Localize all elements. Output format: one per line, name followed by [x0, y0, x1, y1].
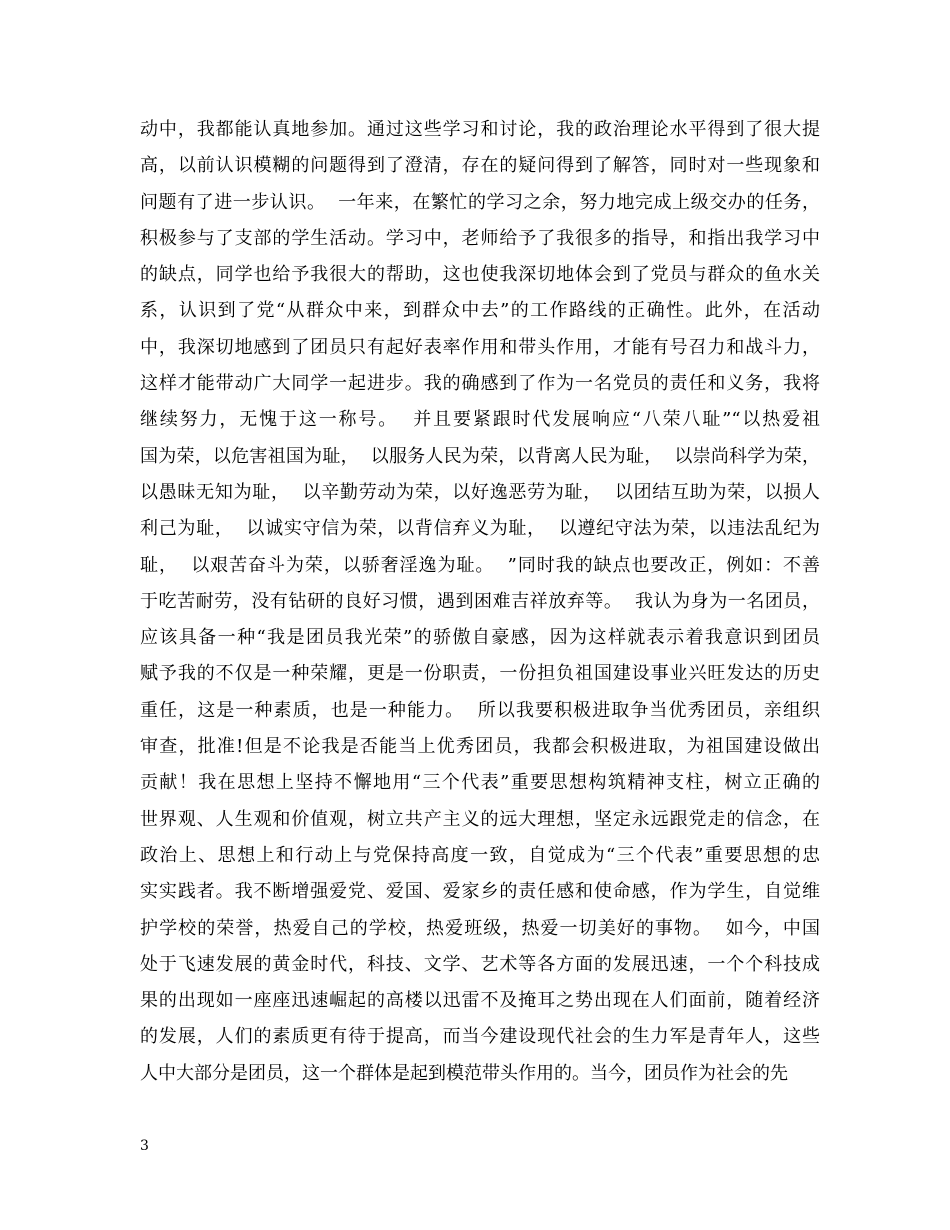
text-line: 贡献！我在思想上坚持不懈地用“三个代表”重要思想构筑精神支柱，树立正确的: [140, 772, 820, 794]
text-line: 果的出现如一座座迅速崛起的高楼以迅雷不及掩耳之势出现在人们面前，随着经济: [140, 990, 820, 1012]
text-line: 重任，这是一种素质，也是一种能力。 所以我要积极进取争当优秀团员，亲组织: [140, 699, 820, 721]
text-line: 国为荣，以危害祖国为耻， 以服务人民为荣，以背离人民为耻， 以崇尚科学为荣，: [140, 445, 820, 467]
text-line: 问题有了进一步认识。 一年来，在繁忙的学习之余，努力地完成上级交办的任务，: [140, 191, 820, 213]
page-number: 3: [140, 1138, 149, 1154]
text-line: 的缺点，同学也给予我很大的帮助，这也使我深切地体会到了党员与群众的鱼水关: [140, 264, 820, 286]
text-line: 赋予我的不仅是一种荣耀，更是一份职责，一份担负祖国建设事业兴旺发达的历史: [140, 663, 820, 685]
text-line: 利己为耻， 以诚实守信为荣，以背信弃义为耻， 以遵纪守法为荣，以违法乱纪为: [140, 518, 820, 540]
text-line: 继续努力，无愧于这一称号。 并且要紧跟时代发展响应“八荣八耻”“以热爱祖: [140, 409, 820, 431]
text-line: 处于飞速发展的黄金时代，科技、文学、艺术等各方面的发展迅速，一个个科技成: [140, 953, 820, 975]
text-line: 人中大部分是团员，这一个群体是起到模范带头作用的。当今，团员作为社会的先: [140, 1062, 788, 1084]
body-text: [140, 112, 820, 1092]
text-line: 政治上、思想上和行动上与党保持高度一致，自觉成为“三个代表”重要思想的忠: [140, 844, 820, 866]
text-line: 审查，批准!但是不论我是否能当上优秀团员，我都会积极进取，为祖国建设做出: [140, 736, 820, 758]
text-line: 实实践者。我不断增强爱党、爱国、爱家乡的责任感和使命感，作为学生，自觉维: [140, 881, 820, 903]
text-line: 积极参与了支部的学生活动。学习中，老师给予了我很多的指导，和指出我学习中: [140, 227, 820, 249]
text-line: 的发展，人们的素质更有待于提高，而当今建设现代社会的生力军是青年人，这些: [140, 1026, 820, 1048]
text-line: 耻， 以艰苦奋斗为荣，以骄奢淫逸为耻。 ”同时我的缺点也要改正，例如：不善: [140, 554, 820, 576]
text-line: 动中，我都能认真地参加。通过这些学习和讨论，我的政治理论水平得到了很大提: [140, 119, 820, 140]
text-line: 系，认识到了党“从群众中来，到群众中去”的工作路线的正确性。此外，在活动: [140, 300, 820, 322]
text-line: 中，我深切地感到了团员只有起好表率作用和带头作用，才能有号召力和战斗力，: [140, 336, 820, 358]
text-line: 高，以前认识模糊的问题得到了澄清，存在的疑问得到了解答，同时对一些现象和: [140, 155, 820, 177]
text-line: 应该具备一种“我是团员我光荣”的骄傲自豪感，因为这样就表示着我意识到团员: [140, 627, 820, 649]
text-line: 护学校的荣誉，热爱自己的学校，热爱班级，热爱一切美好的事物。 如今，中国: [140, 917, 820, 939]
text-line: 于吃苦耐劳，没有钻研的良好习惯，遇到困难吉祥放弃等。 我认为身为一名团员，: [140, 590, 820, 612]
text-line: 以愚昧无知为耻， 以辛勤劳动为荣，以好逸恶劳为耻， 以团结互助为荣，以损人: [140, 481, 820, 503]
text-line: 这样才能带动广大同学一起进步。我的确感到了作为一名党员的责任和义务，我将: [140, 373, 820, 395]
text-line: 世界观、人生观和价值观，树立共产主义的远大理想，坚定永远跟党走的信念，在: [140, 808, 820, 830]
